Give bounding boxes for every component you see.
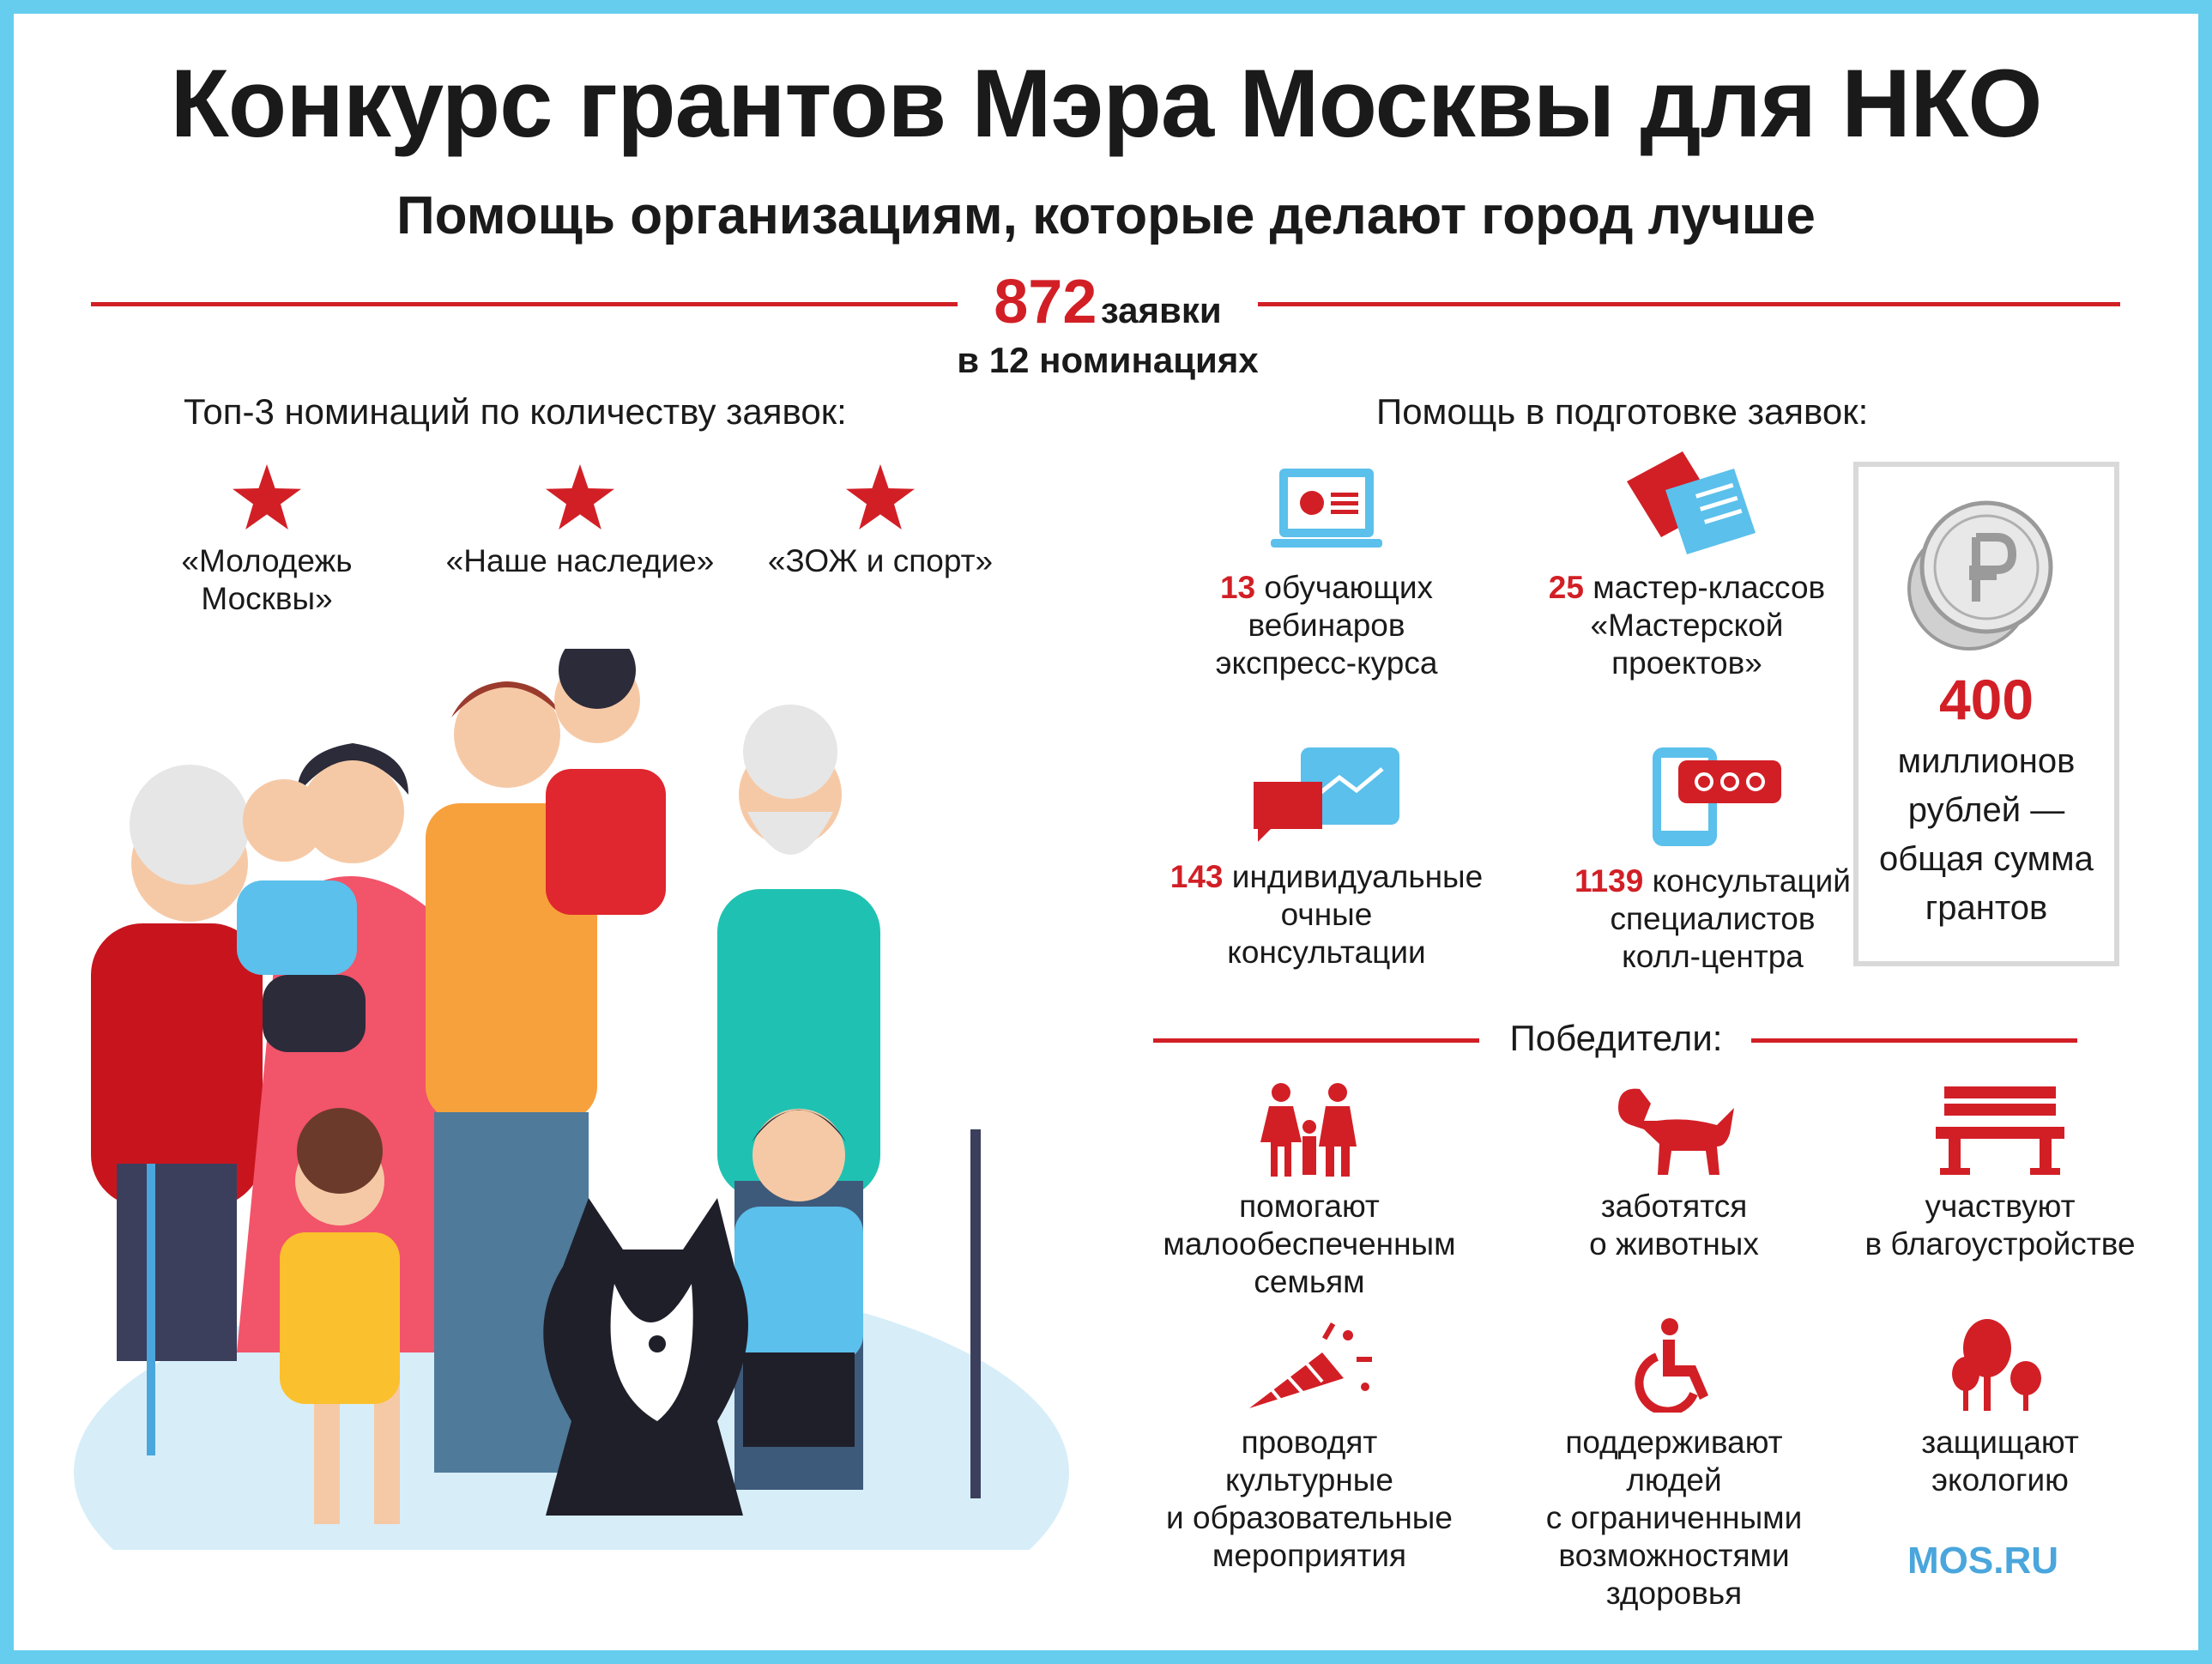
nomination-label: «ЗОЖ и спорт» — [767, 543, 994, 578]
page-subtitle: Помощь организациям, которые делают город лучше — [396, 186, 1816, 245]
phone-message-icon — [1644, 747, 1781, 846]
help-item-webinars — [1181, 469, 1472, 682]
winner-text: культурные — [1225, 1462, 1393, 1498]
winner-text: малообеспеченным — [1163, 1226, 1456, 1262]
winner-text: здоровья — [1605, 1576, 1743, 1611]
help-item-masterclasses — [1541, 447, 1833, 682]
help-number: 25 — [1548, 570, 1584, 605]
grandmother-figure — [91, 765, 263, 1455]
help-heading: Помощь в подготовке заявок: — [1376, 391, 1869, 432]
applications-count — [958, 267, 1258, 337]
grant-total-box — [1853, 462, 2119, 966]
nomination-item — [434, 464, 726, 580]
star-icon — [546, 464, 614, 529]
help-text-3: экспресс-курса — [1215, 645, 1438, 681]
husky-figure — [543, 1198, 748, 1516]
winner-text: о животных — [1589, 1226, 1759, 1262]
wheelchair-icon — [1627, 1318, 1721, 1413]
winner-text: помогают — [1239, 1189, 1380, 1224]
winner-text: с ограниченными — [1545, 1500, 1803, 1535]
help-text-2: очные — [1280, 897, 1373, 932]
help-text-3: колл-центра — [1622, 939, 1804, 974]
nomination-label: «Молодежь — [181, 543, 353, 578]
documents-icon — [1614, 447, 1760, 554]
winner-text: людей — [1626, 1462, 1722, 1498]
family-icon — [1254, 1082, 1365, 1177]
divider-right — [1258, 302, 2120, 306]
winner-item — [1854, 1082, 2146, 1263]
nomination-label: «Наше наследие» — [445, 543, 715, 578]
help-number: 143 — [1169, 859, 1224, 894]
winner-text: семьям — [1254, 1264, 1365, 1299]
applications-number: 872 — [994, 268, 1097, 336]
family-illustration — [65, 649, 1078, 1550]
dog-icon — [1610, 1082, 1738, 1177]
ruble-coins-icon — [1901, 486, 2072, 657]
winner-text: экологию — [1931, 1462, 2069, 1498]
help-text-2: «Мастерской — [1590, 608, 1784, 643]
winner-text: заботятся — [1600, 1189, 1748, 1224]
grant-text-2: рублей — — [1907, 791, 2065, 829]
nomination-item — [752, 464, 1009, 580]
help-text-1: мастер-классов — [1593, 570, 1826, 605]
chat-bubbles-icon — [1254, 747, 1399, 842]
help-item-callcenter — [1550, 747, 1876, 976]
help-text-1: индивидуальные — [1231, 859, 1484, 894]
winner-text: защищают — [1921, 1425, 2079, 1460]
help-text-3: проектов» — [1611, 645, 1762, 681]
winner-item — [1520, 1318, 1828, 1613]
help-text-1: обучающих — [1264, 570, 1434, 605]
help-text-2: вебинаров — [1248, 608, 1405, 643]
webinar-screen-icon — [1271, 469, 1382, 554]
party-popper-icon — [1245, 1318, 1374, 1413]
help-text-2: специалистов — [1610, 901, 1816, 936]
trees-icon — [1949, 1318, 2052, 1413]
bench-icon — [1936, 1082, 2064, 1177]
applications-label: заявки — [1100, 290, 1222, 330]
grant-text-3: общая сумма — [1879, 840, 2094, 878]
winner-item — [1854, 1318, 2146, 1499]
help-text-1: консультаций — [1652, 863, 1851, 899]
winner-item — [1520, 1082, 1828, 1263]
girl-figure — [546, 649, 666, 915]
winner-text: в благоустройстве — [1864, 1226, 2136, 1262]
winner-item — [1146, 1318, 1472, 1575]
top3-heading: Топ-3 номинаций по количеству заявок: — [184, 391, 847, 432]
winner-text: и образовательные — [1166, 1500, 1453, 1535]
small-girl-figure — [280, 1108, 400, 1404]
page-title: Конкурс грантов Мэра Москвы для НКО — [170, 50, 2042, 157]
winners-heading: Победители: — [1509, 1018, 1723, 1058]
nominations-count: в 12 номинациях — [957, 340, 1259, 380]
star-icon — [846, 464, 915, 529]
winner-text: поддерживают — [1565, 1425, 1783, 1460]
winner-text: проводят — [1241, 1425, 1378, 1460]
winners-divider-right — [1751, 1038, 2077, 1043]
boy-figure — [734, 1109, 863, 1447]
mosru-logo[interactable]: MOS.RU — [1907, 1540, 2058, 1582]
infographic-card — [14, 14, 2198, 1650]
nomination-label-2: Москвы» — [201, 581, 333, 616]
grant-text-1: миллионов — [1897, 742, 2076, 780]
winner-text: возможностями — [1558, 1538, 1790, 1573]
help-number: 1139 — [1574, 863, 1644, 899]
grant-text-4: грантов — [1925, 889, 2048, 927]
help-text-3: консультации — [1227, 935, 1426, 970]
help-number: 13 — [1219, 570, 1256, 605]
star-icon — [233, 464, 301, 529]
help-item-consultations — [1138, 747, 1515, 971]
divider-left — [91, 302, 958, 306]
winner-text: мероприятия — [1212, 1538, 1407, 1573]
winner-item — [1146, 1082, 1472, 1301]
grant-number: 400 — [1938, 668, 2034, 731]
winner-text: участвуют — [1925, 1189, 2076, 1224]
nomination-item — [151, 464, 383, 618]
winners-divider-left — [1153, 1038, 1479, 1043]
